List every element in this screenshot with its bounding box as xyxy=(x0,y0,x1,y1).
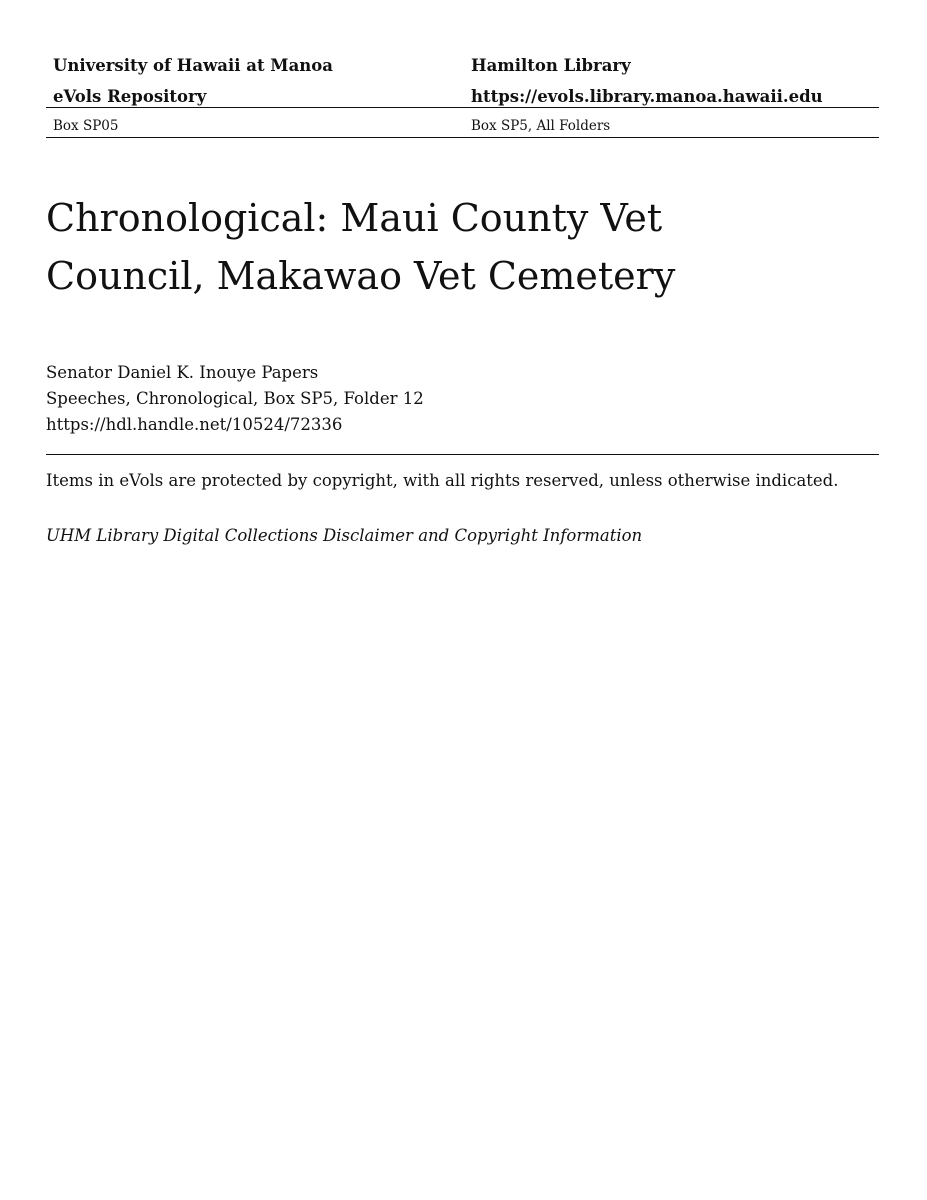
repository-url-link[interactable]: https://evols.library.manoa.hawaii.edu xyxy=(471,87,823,106)
handle-link[interactable]: https://hdl.handle.net/10524/72336 xyxy=(46,415,343,434)
title-line-1: Chronological: Maui County Vet xyxy=(46,196,663,240)
box-label-right: Box SP5, All Folders xyxy=(471,118,611,134)
disclaimer-link[interactable]: UHM Library Digital Collections Disclaimer and Copyright Information xyxy=(46,526,643,545)
document-title xyxy=(46,189,746,305)
repository-name: eVols Repository xyxy=(53,87,207,106)
collection-name: Senator Daniel K. Inouye Papers xyxy=(46,363,319,382)
box-info-row xyxy=(46,114,879,138)
header-row-2 xyxy=(46,84,879,115)
header-divider-bottom xyxy=(46,137,879,138)
box-label-left: Box SP05 xyxy=(53,118,119,134)
header-row-1 xyxy=(46,53,879,84)
library-name: Hamilton Library xyxy=(471,56,631,75)
repository-header xyxy=(46,53,879,115)
title-line-2: Council, Makawao Vet Cemetery xyxy=(46,254,676,298)
header-divider-top xyxy=(46,107,879,108)
copyright-notice: Items in eVols are protected by copyright, with all rights reserved, unless otherwise indicated. xyxy=(46,471,839,490)
metadata-divider xyxy=(46,454,879,455)
institution-name: University of Hawaii at Manoa xyxy=(53,56,333,75)
series-info: Speeches, Chronological, Box SP5, Folder 12 xyxy=(46,389,424,408)
document-metadata xyxy=(46,360,424,438)
